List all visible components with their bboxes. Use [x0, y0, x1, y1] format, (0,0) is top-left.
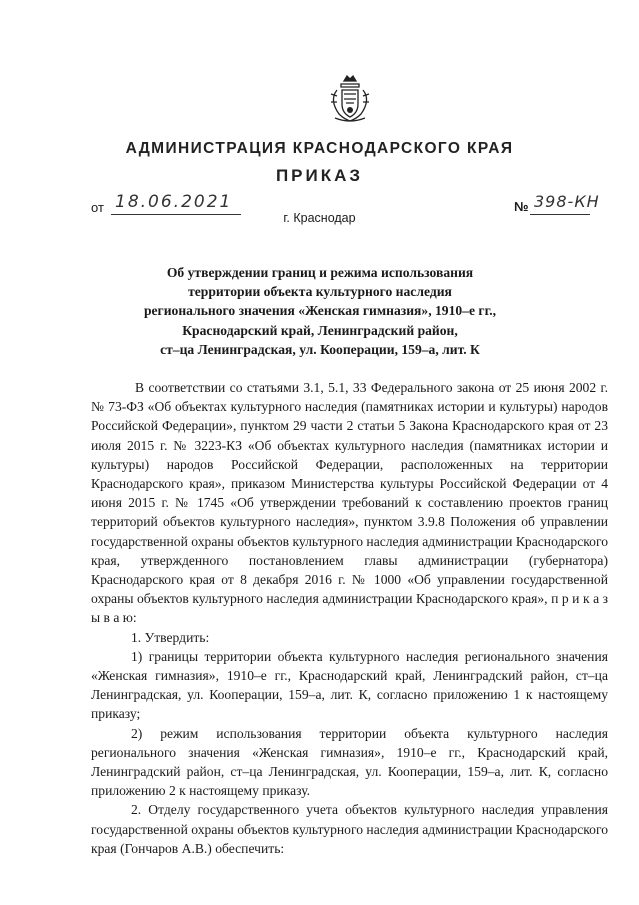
item-1-1: 1) границы территории объекта культурного наследия регионального значения «Женская гимназия», 1910–е гг., Краснодарский край, Ленинградский район, ст–ца Ленинградская, ул. Кооперации, 159–а, лит. К, согласно приложению 1 к настоящему приказу; [91, 648, 608, 722]
title-line: ст–ца Ленинградская, ул. Кооперации, 159–а, лит. К [160, 341, 480, 357]
preamble-paragraph: В соответствии со статьями 3.1, 5.1, 33 Федерального закона от 25 июня 2002 г. № 73-ФЗ «Об объектах культурного наследия (памятниках истории и культуры) народов Российской Федерации», пунктом 29 части 2 статьи 5 Закона Краснодарского края от 23 июля 2015 г. № 3223-КЗ «Об объектах культурного наследия (памятниках истории и культуры) народов Российской Федерации, расположенных на территории Краснодарского края», приказом Министерства культуры Российской Федерации от 4 июня 2015 г. № 1745 «Об утверждении требований к составлению проектов границ территорий объектов культурного наследия», пунктом 3.9.8 Положения об управлении государственной охраны объектов культурного наследия администрации Краснодарского края, утвержденного постановлением главы администрации (губернатора) Краснодарского края от 8 декабря 2016 г. № 1000 «Об управлении государственной охраны объектов культурного наследия администрации Краснодарского края», п р и к а з ы в а ю: [91, 380, 608, 626]
title-line: территории объекта культурного наследия [188, 284, 452, 300]
number-prefix: № [514, 199, 529, 214]
item-2: 2. Отделу государственного учета объектов культурного наследия управления государственной охраны объектов культурного наследия администрации Краснодарского края (Гончаров А.В.) обеспечить: [91, 802, 608, 856]
city-name: г. Краснодар [283, 211, 356, 225]
title-line: регионального значения «Женская гимназия», 1910–е гг., [143, 303, 497, 319]
document-body [91, 378, 608, 858]
title-line: Краснодарский край, Ленинградский район, [182, 322, 458, 338]
organization-name: АДМИНИСТРАЦИЯ КРАСНОДАРСКОГО КРАЯ [125, 140, 514, 157]
item-1: 1. Утвердить: [131, 629, 210, 645]
item-1-2: 2) режим использования территории объекта культурного наследия регионального значения «Женская гимназия», 1910–е гг., Краснодарский край, Ленинградский район, ст–ца Ленинградская, ул. Кооперации, 159–а, лит. К, согласно приложению 2 к настоящему приказу. [91, 725, 608, 799]
title-line: Об утверждении границ и режима использования [166, 265, 474, 280]
document-type: ПРИКАЗ [275, 166, 364, 185]
number-underline [530, 214, 590, 215]
document-title [110, 263, 530, 359]
coat-of-arms-icon [327, 74, 373, 124]
date-prefix: от [91, 200, 104, 215]
handwritten-date: 18.06.2021 [115, 192, 233, 212]
handwritten-number: 398-КН [534, 192, 600, 211]
